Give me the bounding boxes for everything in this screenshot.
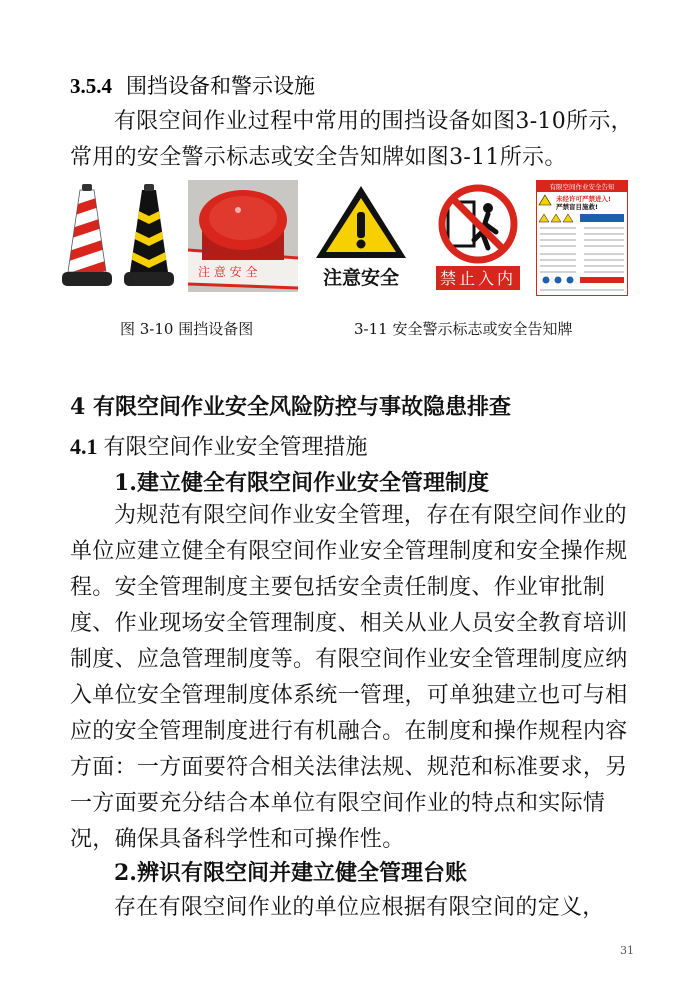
section-title: 有限空间作业安全管理措施 xyxy=(103,435,368,460)
notice-board-line1: 未经许可严禁进入! xyxy=(556,195,611,203)
no-entry-sign-image xyxy=(430,180,526,292)
caution-sign-image xyxy=(306,180,416,292)
section-title: 围挡设备和警示设施 xyxy=(126,74,315,98)
notice-board-line2: 严禁盲目施救! xyxy=(556,203,598,211)
section-4-1-heading xyxy=(70,430,368,461)
no-entry-sign-text: 禁止入内 xyxy=(439,269,517,288)
traffic-cones-image xyxy=(60,180,178,292)
section-number: 4.1 xyxy=(70,434,98,459)
intro-paragraph: 有限空间作业过程中常用的围挡设备如图3-10所示，常用的安全警示标志或安全告知牌如图3-11所示。 xyxy=(70,109,633,170)
caution-tape-image xyxy=(188,180,298,292)
chapter-4-heading: 4 有限空间作业安全风险防控与事故隐患排查 xyxy=(70,394,511,420)
item-2-body: 存在有限空间作业的单位应根据有限空间的定义， xyxy=(114,895,605,920)
section-heading-3-5-4 xyxy=(70,70,315,100)
figure-3-10-caption: 图 3-10 围挡设备图 xyxy=(120,320,254,338)
page-number: 31 xyxy=(620,944,634,957)
item-1-title: 1.建立健全有限空间作业安全管理制度 xyxy=(114,470,489,496)
caution-tape-text: 注 意 安 全 xyxy=(198,265,258,279)
figure-3-11-caption: 3-11 安全警示标志或安全告知牌 xyxy=(354,320,573,338)
caution-sign-text: 注意安全 xyxy=(322,267,400,289)
item-2-title: 2.辨识有限空间并建立健全管理台账 xyxy=(114,860,467,886)
item-1-body: 为规范有限空间作业安全管理，存在有限空间作业的单位应建立健全有限空间作业安全管理制度和安全操作规程。安全管理制度主要包括安全责任制度、作业审批制度、作业现场安全管理制度、相关从业人员安全教育培训制度、应急管理制度等。有限空间作业安全管理制度应纳入单位安全管理制度体系统一管理，可单独建立也可与相应的安全管理制度进行有机融合。在制度和操作规程内容方面：一方面要符合相关法律法规、规范和标准要求，另一方面要充分结合本单位有限空间作业的特点和实际情况，确保具备科学性和可操作性。 xyxy=(70,503,628,852)
section-number: 3.5.4 xyxy=(70,74,112,98)
notice-board-title: 有限空间作业安全告知 xyxy=(549,183,615,191)
figure-row xyxy=(60,180,640,300)
safety-notice-board-image xyxy=(536,180,628,296)
